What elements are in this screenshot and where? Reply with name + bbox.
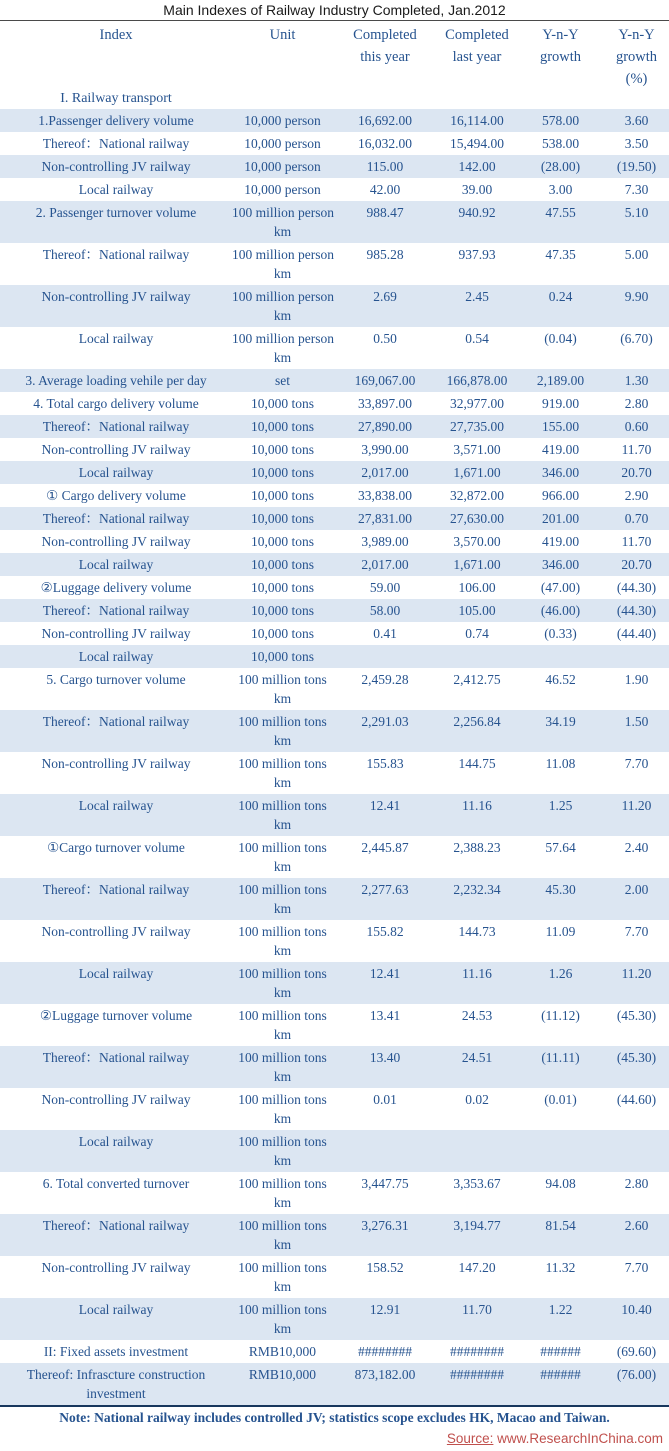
yny-growth-pct-cell: (45.30) [616, 1008, 657, 1023]
table-row [0, 962, 669, 1004]
completed-this-year-cell: 27,831.00 [358, 511, 412, 526]
completed-last-year-cell: 937.93 [458, 247, 496, 262]
table-row [0, 668, 669, 710]
table-row [0, 155, 669, 178]
yny-growth-cell: 11.09 [545, 924, 576, 939]
index-cell: Thereof：National railway [42, 1218, 190, 1233]
completed-this-year-cell: 16,032.00 [358, 136, 412, 151]
table-row [0, 1004, 669, 1046]
completed-this-year-cell: 59.00 [369, 580, 401, 595]
unit-cell: 100 million tons km [238, 1218, 327, 1252]
index-cell: Non-controlling JV railway [41, 1260, 191, 1275]
completed-last-year-cell: 3,571.00 [453, 442, 501, 457]
yny-growth-cell: (28.00) [540, 159, 581, 174]
table-row [0, 530, 669, 553]
unit-cell: 100 million tons km [238, 924, 327, 958]
yny-growth-pct-cell: (69.60) [616, 1344, 657, 1359]
unit-cell: 100 million tons km [238, 1176, 327, 1210]
index-cell: Thereof：National railway [42, 1050, 190, 1065]
yny-growth-pct-cell: 11.20 [621, 966, 652, 981]
table-row [0, 1298, 669, 1340]
unit-cell: 100 million tons km [238, 798, 327, 832]
yny-growth-cell: 34.19 [545, 714, 576, 729]
yny-growth-pct-cell: 20.70 [621, 557, 652, 572]
index-cell: Local railway [78, 557, 154, 572]
yny-growth-pct-cell: 3.50 [624, 136, 649, 151]
index-cell: Thereof：National railway [42, 882, 190, 897]
unit-cell: 100 million tons km [238, 966, 327, 1000]
index-cell: Local railway [78, 331, 154, 346]
unit-cell: 10,000 tons [250, 511, 314, 526]
unit-cell: 10,000 tons [250, 442, 314, 457]
table-row [0, 285, 669, 327]
index-cell: 5. Cargo turnover volume [46, 672, 186, 687]
completed-last-year-cell: 2,412.75 [453, 672, 501, 687]
yny-growth-pct-cell: (76.00) [616, 1367, 657, 1382]
yny-growth-pct-cell: 1.50 [624, 714, 649, 729]
unit-cell: 10,000 tons [250, 626, 314, 641]
completed-this-year-cell: 16,692.00 [358, 113, 412, 128]
unit-cell: 10,000 tons [250, 580, 314, 595]
unit-cell: 100 million tons km [238, 1092, 327, 1126]
completed-last-year-cell: 105.00 [458, 603, 496, 618]
completed-this-year-cell: 2,017.00 [361, 465, 409, 480]
table-header-row [0, 21, 669, 89]
unit-cell: 100 million tons km [238, 1302, 327, 1336]
completed-last-year-cell: 3,353.67 [453, 1176, 501, 1191]
completed-last-year-cell: 0.74 [465, 626, 489, 641]
yny-growth-pct-cell: 11.70 [621, 442, 652, 457]
yny-growth-cell: 1.22 [548, 1302, 573, 1317]
index-cell: Thereof：National railway [42, 511, 190, 526]
unit-cell: 10,000 tons [250, 488, 314, 503]
completed-this-year-cell: 2.69 [373, 289, 397, 304]
yny-growth-pct-cell: 2.40 [624, 840, 649, 855]
table-row [0, 576, 669, 599]
completed-last-year-cell [437, 645, 517, 668]
completed-last-year-cell: 2,388.23 [453, 840, 501, 855]
yny-growth-cell: ###### [540, 1367, 581, 1382]
yny-growth-pct-cell: (44.40) [616, 626, 657, 641]
index-cell: Non-controlling JV railway [41, 289, 191, 304]
column-header-index: Index [99, 27, 133, 43]
unit-cell: RMB10,000 [248, 1367, 317, 1382]
table-row [0, 1046, 669, 1088]
yny-growth-pct-cell: (44.30) [616, 603, 657, 618]
source-site-link[interactable]: www.ResearchInChina.com [497, 1431, 663, 1446]
index-cell: Local railway [78, 798, 154, 813]
completed-this-year-cell: 2,445.87 [361, 840, 409, 855]
column-header-completed-last-year: Completed last year [445, 27, 509, 65]
completed-last-year-cell: 3,570.00 [453, 534, 501, 549]
yny-growth-pct-cell: (44.60) [616, 1092, 657, 1107]
yny-growth-pct-cell: 2.90 [624, 488, 649, 503]
yny-growth-pct-cell: (6.70) [620, 331, 653, 346]
index-cell: 1.Passenger delivery volume [38, 113, 194, 128]
yny-growth-cell: 11.08 [545, 756, 576, 771]
completed-this-year-cell: 33,838.00 [358, 488, 412, 503]
unit-cell: 10,000 person [244, 136, 321, 151]
unit-cell: set [275, 373, 290, 388]
yny-growth-pct-cell: 2.60 [624, 1218, 649, 1233]
completed-last-year-cell: 11.16 [462, 966, 492, 981]
index-cell: ① Cargo delivery volume [46, 488, 186, 503]
index-cell: Thereof：National railway [42, 247, 190, 262]
unit-cell: 10,000 person [244, 182, 321, 197]
unit-cell: 100 million person km [232, 331, 334, 365]
index-cell: 3. Average loading vehile per day [25, 373, 207, 388]
completed-this-year-cell: 3,989.00 [361, 534, 409, 549]
column-header-yny-growth-pct: Y-n-Y growth (%) [615, 27, 658, 87]
table-row [0, 553, 669, 576]
unit-cell: 10,000 tons [250, 557, 314, 572]
yny-growth-cell [517, 1130, 604, 1172]
completed-last-year-cell: 15,494.00 [450, 136, 504, 151]
index-cell: ②Luggage turnover volume [39, 1008, 193, 1023]
yny-growth-cell: 201.00 [541, 511, 580, 526]
yny-growth-cell: 419.00 [541, 442, 580, 457]
yny-growth-cell: 1.26 [548, 966, 573, 981]
completed-last-year-cell: 3,194.77 [453, 1218, 501, 1233]
table-row [0, 752, 669, 794]
table-row [0, 710, 669, 752]
table-note: Note: National railway includes controlled JV; statistics scope excludes HK, Macao and Taiwan. [0, 1405, 669, 1429]
index-cell: Thereof：National railway [42, 136, 190, 151]
completed-this-year-cell: 42.00 [369, 182, 401, 197]
completed-last-year-cell: 142.00 [458, 159, 496, 174]
yny-growth-pct-cell: 7.70 [624, 756, 649, 771]
yny-growth-cell: (46.00) [540, 603, 581, 618]
table-row [0, 1130, 669, 1172]
yny-growth-pct-cell: 9.90 [624, 289, 649, 304]
index-cell: II: Fixed assets investment [43, 1344, 189, 1359]
unit-cell: 100 million tons km [238, 756, 327, 790]
index-cell: Non-controlling JV railway [41, 924, 191, 939]
index-cell: Local railway [78, 649, 154, 664]
completed-this-year-cell [333, 645, 437, 668]
yny-growth-cell: 45.30 [545, 882, 576, 897]
completed-last-year-cell: 11.16 [462, 798, 492, 813]
yny-growth-cell: 0.24 [548, 289, 573, 304]
yny-growth-pct-cell: 7.70 [624, 924, 649, 939]
yny-growth-cell: 2,189.00 [536, 373, 585, 388]
yny-growth-pct-cell: 2.80 [624, 1176, 649, 1191]
completed-last-year-cell: 32,977.00 [450, 396, 504, 411]
completed-last-year-cell: ######## [450, 1367, 504, 1382]
yny-growth-cell: 346.00 [541, 557, 580, 572]
table-row [0, 369, 669, 392]
completed-last-year-cell: 0.02 [465, 1092, 489, 1107]
completed-this-year-cell: 2,291.03 [361, 714, 409, 729]
unit-cell: 10,000 tons [250, 649, 314, 664]
unit-cell: 100 million tons km [238, 1134, 327, 1168]
completed-last-year-cell: 144.73 [458, 924, 496, 939]
page-title: Main Indexes of Railway Industry Completed, Jan.2012 [0, 0, 669, 21]
yny-growth-pct-cell: 10.40 [621, 1302, 652, 1317]
completed-this-year-cell: 3,447.75 [361, 1176, 409, 1191]
completed-last-year-cell: 106.00 [458, 580, 496, 595]
column-header-completed-this-year: Completed this year [353, 27, 417, 65]
yny-growth-cell: (0.33) [544, 626, 577, 641]
completed-this-year-cell: 13.41 [369, 1008, 401, 1023]
unit-cell: 10,000 tons [250, 419, 314, 434]
table-body [0, 109, 669, 1405]
unit-cell: 10,000 tons [250, 396, 314, 411]
yny-growth-cell: 538.00 [541, 136, 580, 151]
yny-growth-pct-cell: 1.30 [624, 373, 649, 388]
yny-growth-pct-cell: 5.00 [624, 247, 649, 262]
table-row [0, 178, 669, 201]
unit-cell: 100 million person km [232, 289, 334, 323]
completed-this-year-cell: 988.47 [366, 205, 404, 220]
completed-this-year-cell: 158.52 [366, 1260, 404, 1275]
completed-this-year-cell: 12.91 [369, 1302, 401, 1317]
completed-this-year-cell: 58.00 [369, 603, 401, 618]
completed-this-year-cell: 12.41 [369, 966, 401, 981]
index-cell: Non-controlling JV railway [41, 534, 191, 549]
unit-cell: 10,000 tons [250, 465, 314, 480]
yny-growth-cell: 3.00 [548, 182, 573, 197]
index-cell: Non-controlling JV railway [41, 159, 191, 174]
index-cell: Non-controlling JV railway [41, 442, 191, 457]
table-row [0, 1172, 669, 1214]
yny-growth-cell: (47.00) [540, 580, 581, 595]
index-cell: Local railway [78, 465, 154, 480]
index-cell: Thereof: Infrascture construction investment [26, 1367, 206, 1401]
completed-last-year-cell: 940.92 [458, 205, 496, 220]
unit-cell: 100 million tons km [238, 714, 327, 748]
table-row [0, 327, 669, 369]
yny-growth-pct-cell: (45.30) [616, 1050, 657, 1065]
table-row [0, 438, 669, 461]
yny-growth-cell: 47.55 [545, 205, 576, 220]
table-row [0, 201, 669, 243]
completed-last-year-cell: ######## [450, 1344, 504, 1359]
table-row [0, 1340, 669, 1363]
yny-growth-pct-cell: 3.60 [624, 113, 649, 128]
unit-cell: 10,000 tons [250, 603, 314, 618]
yny-growth-pct-cell: 20.70 [621, 465, 652, 480]
index-cell: Non-controlling JV railway [41, 756, 191, 771]
completed-this-year-cell: 3,990.00 [361, 442, 409, 457]
yny-growth-cell: 57.64 [545, 840, 576, 855]
yny-growth-pct-cell: 11.70 [621, 534, 652, 549]
completed-last-year-cell: 24.51 [461, 1050, 493, 1065]
index-cell: Non-controlling JV railway [41, 1092, 191, 1107]
yny-growth-cell: 966.00 [541, 488, 580, 503]
yny-growth-cell: 94.08 [545, 1176, 576, 1191]
unit-cell: 100 million tons km [238, 840, 327, 874]
completed-last-year-cell: 166,878.00 [446, 373, 508, 388]
index-cell: Local railway [78, 966, 154, 981]
source-line [0, 1429, 669, 1451]
yny-growth-pct-cell [604, 1130, 669, 1172]
table-row [0, 243, 669, 285]
completed-last-year-cell: 27,630.00 [450, 511, 504, 526]
completed-last-year-cell: 147.20 [458, 1260, 496, 1275]
yny-growth-cell: 155.00 [541, 419, 580, 434]
yny-growth-cell: 81.54 [545, 1218, 576, 1233]
yny-growth-cell: (0.04) [544, 331, 577, 346]
index-cell: Local railway [78, 1134, 154, 1149]
table-row [0, 1256, 669, 1298]
unit-cell: 100 million tons km [238, 882, 327, 916]
yny-growth-cell: 346.00 [541, 465, 580, 480]
section-header-row [0, 89, 669, 109]
completed-last-year-cell: 27,735.00 [450, 419, 504, 434]
completed-this-year-cell: 27,890.00 [358, 419, 412, 434]
completed-this-year-cell: 12.41 [369, 798, 401, 813]
completed-this-year-cell: 2,277.63 [361, 882, 409, 897]
yny-growth-cell: 1.25 [548, 798, 573, 813]
table-row [0, 507, 669, 530]
table-row [0, 622, 669, 645]
yny-growth-cell: 919.00 [541, 396, 580, 411]
completed-last-year-cell: 0.54 [465, 331, 489, 346]
completed-last-year-cell: 2.45 [465, 289, 489, 304]
index-cell: Local railway [78, 1302, 154, 1317]
table-row [0, 461, 669, 484]
yny-growth-pct-cell: 7.70 [624, 1260, 649, 1275]
completed-this-year-cell: 115.00 [366, 159, 404, 174]
completed-this-year-cell: 0.50 [373, 331, 397, 346]
index-cell: 6. Total converted turnover [42, 1176, 190, 1191]
unit-cell: 100 million tons km [238, 1008, 327, 1042]
yny-growth-cell: (0.01) [544, 1092, 577, 1107]
completed-this-year-cell: 33,897.00 [358, 396, 412, 411]
table-row [0, 1363, 669, 1405]
yny-growth-pct-cell: (44.30) [616, 580, 657, 595]
yny-growth-pct-cell: 1.90 [624, 672, 649, 687]
completed-this-year-cell: 155.83 [366, 756, 404, 771]
table-row [0, 794, 669, 836]
unit-cell: 10,000 tons [250, 534, 314, 549]
unit-cell: 100 million tons km [238, 672, 327, 706]
table-row [0, 132, 669, 155]
unit-cell: 100 million tons km [238, 1050, 327, 1084]
unit-cell: RMB10,000 [248, 1344, 317, 1359]
source-label[interactable]: Source: [446, 1431, 494, 1446]
table-row [0, 599, 669, 622]
table-row [0, 484, 669, 507]
unit-cell: 10,000 person [244, 113, 321, 128]
table-row [0, 1088, 669, 1130]
column-header-unit: Unit [269, 27, 296, 43]
table-row [0, 109, 669, 132]
yny-growth-pct-cell: (19.50) [616, 159, 657, 174]
yny-growth-pct-cell: 5.10 [624, 205, 649, 220]
table-row [0, 836, 669, 878]
yny-growth-cell: 419.00 [541, 534, 580, 549]
yny-growth-pct-cell: 0.70 [624, 511, 649, 526]
completed-this-year-cell: 169,067.00 [354, 373, 416, 388]
yny-growth-cell: 578.00 [541, 113, 580, 128]
yny-growth-cell: (11.11) [541, 1050, 580, 1065]
completed-this-year-cell: 985.28 [366, 247, 404, 262]
index-cell: 4. Total cargo delivery volume [33, 396, 199, 411]
completed-this-year-cell: 0.01 [373, 1092, 397, 1107]
index-cell: Non-controlling JV railway [41, 626, 191, 641]
completed-this-year-cell: 2,459.28 [361, 672, 409, 687]
yny-growth-pct-cell: 2.00 [624, 882, 649, 897]
index-cell: Thereof：National railway [42, 419, 190, 434]
index-cell: 2. Passenger turnover volume [35, 205, 197, 220]
index-cell: Local railway [78, 182, 154, 197]
table-row [0, 415, 669, 438]
yny-growth-cell: 11.32 [545, 1260, 576, 1275]
completed-last-year-cell: 2,256.84 [453, 714, 501, 729]
completed-last-year-cell: 11.70 [462, 1302, 492, 1317]
completed-this-year-cell: ######## [358, 1344, 412, 1359]
index-cell: ②Luggage delivery volume [40, 580, 192, 595]
completed-this-year-cell: 2,017.00 [361, 557, 409, 572]
index-cell: Thereof：National railway [42, 714, 190, 729]
yny-growth-pct-cell: 11.20 [621, 798, 652, 813]
index-cell: Thereof：National railway [42, 603, 190, 618]
yny-growth-pct-cell: 0.60 [624, 419, 649, 434]
table-row [0, 645, 669, 668]
index-cell: ①Cargo turnover volume [47, 840, 185, 855]
yny-growth-cell: ###### [540, 1344, 581, 1359]
completed-last-year-cell: 32,872.00 [450, 488, 504, 503]
unit-cell: 100 million person km [232, 247, 334, 281]
yny-growth-pct-cell [604, 645, 669, 668]
completed-this-year-cell: 0.41 [373, 626, 397, 641]
completed-last-year-cell: 39.00 [461, 182, 493, 197]
completed-last-year-cell: 24.53 [461, 1008, 493, 1023]
completed-this-year-cell [333, 1130, 437, 1172]
table-row [0, 1214, 669, 1256]
yny-growth-cell: 46.52 [545, 672, 576, 687]
unit-cell: 100 million person km [232, 205, 334, 239]
completed-this-year-cell: 13.40 [369, 1050, 401, 1065]
completed-last-year-cell: 1,671.00 [453, 557, 501, 572]
completed-this-year-cell: 3,276.31 [361, 1218, 409, 1233]
yny-growth-cell [517, 645, 604, 668]
unit-cell: 100 million tons km [238, 1260, 327, 1294]
section-header-label: I. Railway transport [60, 91, 172, 106]
column-header-yny-growth: Y-n-Y growth [539, 27, 582, 65]
unit-cell: 10,000 person [244, 159, 321, 174]
completed-last-year-cell [437, 1130, 517, 1172]
table-row [0, 392, 669, 415]
yny-growth-cell: 47.35 [545, 247, 576, 262]
completed-this-year-cell: 873,182.00 [354, 1367, 416, 1382]
completed-this-year-cell: 155.82 [366, 924, 404, 939]
yny-growth-pct-cell: 2.80 [624, 396, 649, 411]
yny-growth-cell: (11.12) [541, 1008, 580, 1023]
completed-last-year-cell: 144.75 [458, 756, 496, 771]
completed-last-year-cell: 1,671.00 [453, 465, 501, 480]
completed-last-year-cell: 16,114.00 [450, 113, 504, 128]
table-row [0, 920, 669, 962]
yny-growth-pct-cell: 7.30 [624, 182, 649, 197]
table-row [0, 878, 669, 920]
completed-last-year-cell: 2,232.34 [453, 882, 501, 897]
